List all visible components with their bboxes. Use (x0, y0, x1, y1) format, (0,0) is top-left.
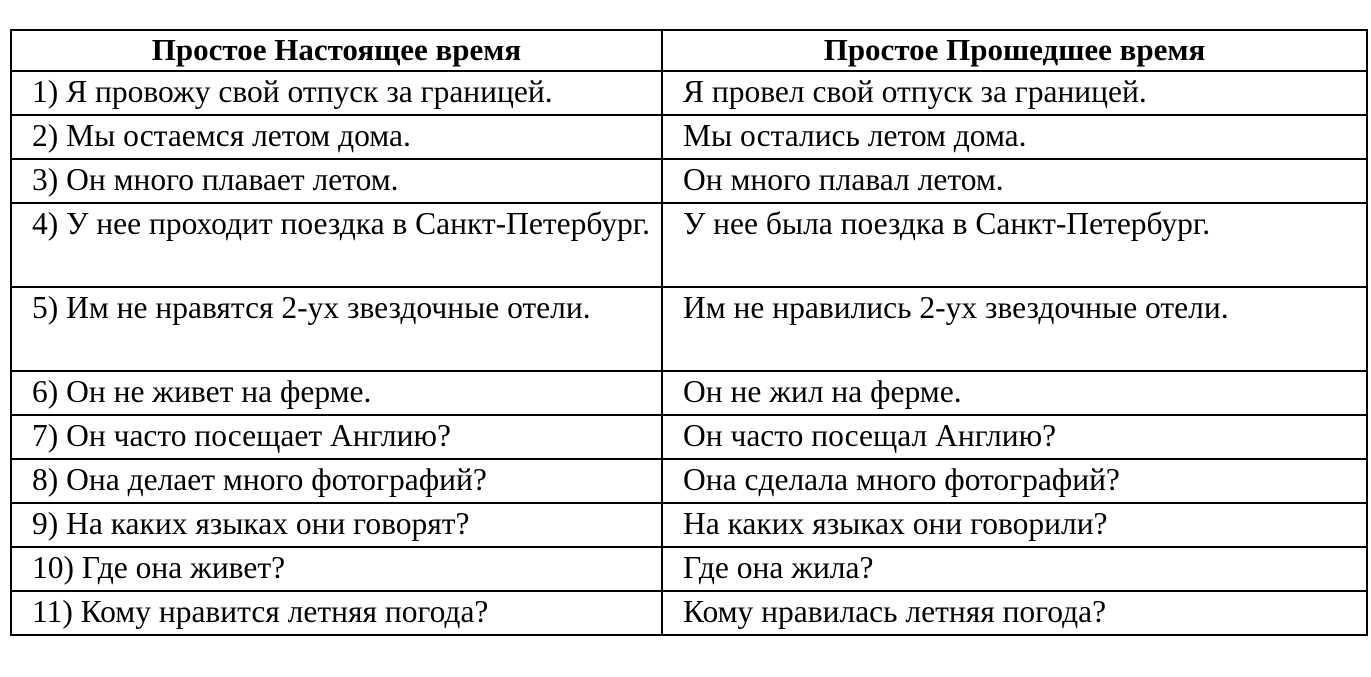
table-row (11, 503, 1367, 547)
past-cell: Он часто посещал Англию? (662, 415, 1367, 459)
present-cell: 4) У нее проходит поездка в Санкт-Петербург. (11, 203, 662, 287)
present-cell: 3) Он много плавает летом. (11, 159, 662, 203)
past-cell: Она сделала много фотографий? (662, 459, 1367, 503)
table-row (11, 547, 1367, 591)
table-row (11, 159, 1367, 203)
header-row (11, 30, 1367, 71)
tense-comparison-table (10, 29, 1368, 636)
present-cell: 10) Где она живет? (11, 547, 662, 591)
present-cell: 6) Он не живет на ферме. (11, 371, 662, 415)
present-cell: 2) Мы остаемся летом дома. (11, 115, 662, 159)
present-cell: 11) Кому нравится летняя погода? (11, 591, 662, 635)
header-past-simple: Простое Прошедшее время (662, 30, 1367, 71)
past-cell: Он не жил на ферме. (662, 371, 1367, 415)
table-row (11, 203, 1367, 287)
present-cell: 7) Он часто посещает Англию? (11, 415, 662, 459)
table-row (11, 591, 1367, 635)
present-cell: 8) Она делает много фотографий? (11, 459, 662, 503)
past-cell: Мы остались летом дома. (662, 115, 1367, 159)
present-cell: 5) Им не нравятся 2-ух звездочные отели. (11, 287, 662, 371)
past-cell: Им не нравились 2-ух звездочные отели. (662, 287, 1367, 371)
past-cell: Кому нравилась летняя погода? (662, 591, 1367, 635)
past-cell: У нее была поездка в Санкт-Петербург. (662, 203, 1367, 287)
tense-comparison-table-container (10, 29, 1366, 636)
past-cell: Он много плавал летом. (662, 159, 1367, 203)
past-cell: На каких языках они говорили? (662, 503, 1367, 547)
table-row (11, 115, 1367, 159)
table-row (11, 71, 1367, 115)
table-row (11, 371, 1367, 415)
present-cell: 9) На каких языках они говорят? (11, 503, 662, 547)
table-row (11, 287, 1367, 371)
past-cell: Я провел свой отпуск за границей. (662, 71, 1367, 115)
past-cell: Где она жила? (662, 547, 1367, 591)
header-present-simple: Простое Настоящее время (11, 30, 662, 71)
table-row (11, 415, 1367, 459)
table-row (11, 459, 1367, 503)
present-cell: 1) Я провожу свой отпуск за границей. (11, 71, 662, 115)
